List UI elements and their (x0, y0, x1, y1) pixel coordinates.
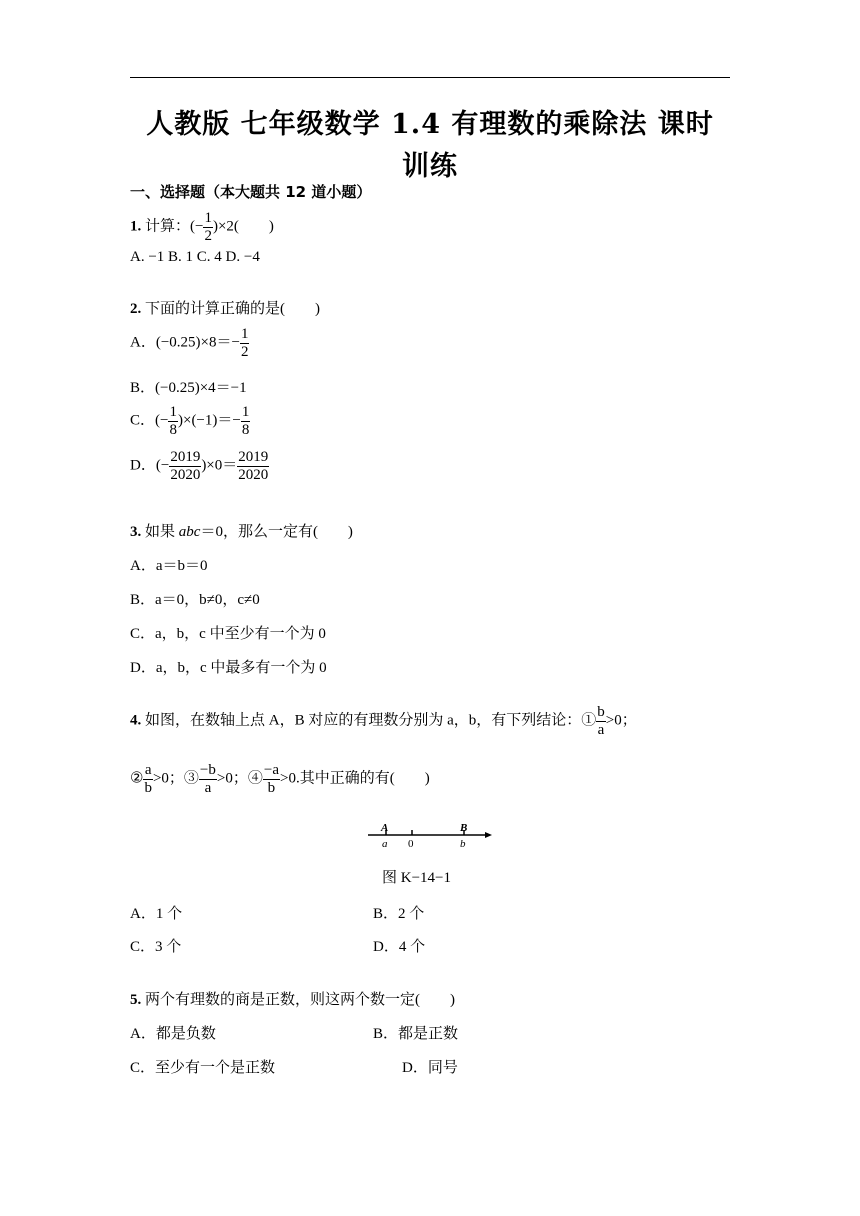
q4-fraction-4: $\frac{-a}{b}$ (263, 762, 279, 796)
q4-fraction-2: $\frac{a}{b}$ (144, 762, 152, 796)
question-1-options: A. −1 B. 1 C. 4 D. −4 (130, 249, 260, 265)
question-3-stem: 3. 如果 abc＝0，那么一定有( ) (130, 524, 353, 540)
q2a-fraction: $\frac{1}{2}$ (240, 326, 249, 360)
q5-option-c: C．至少有一个是正数 (130, 1060, 276, 1076)
section-heading: 一、选择题（本大题共 12 道小题） (130, 183, 372, 201)
q4-fraction-1: $\frac{b}{a}$ (597, 704, 605, 738)
q5-option-d: D．同号 (402, 1060, 458, 1076)
q2-option-b: B．(−0.25)×4＝−1 (130, 380, 247, 396)
number-line-figure (366, 822, 498, 852)
q4-fraction-3: $\frac{-b}{a}$ (199, 762, 216, 796)
question-number: 5. (130, 992, 142, 1008)
question-1-stem (130, 210, 274, 244)
q4-option-b: B．2 个 (373, 906, 425, 922)
question-5-stem: 5. 两个有理数的商是正数，则这两个数一定( ) (130, 992, 455, 1008)
title-line-1: 人教版 七年级数学 1.4 有理数的乘除法 课时 (146, 109, 714, 140)
title-line-2: 训练 (402, 151, 458, 182)
point-label-a: a (382, 838, 388, 850)
q2d-fraction-1: $\frac{2019}{2020}$ (170, 449, 201, 483)
question-2-stem (130, 297, 320, 318)
q2-option-c: C．(− $\frac{1}{8}$ )×(−1)＝− $\frac{1}{8}$ (130, 404, 250, 438)
question-number: 3. (130, 524, 142, 540)
question-4-stem-line2: ② $\frac{a}{b}$ >0；③ $\frac{-b}{a}$ >0；④ $\frac{-a}{b}$ >0.其中正确的有( ) (130, 762, 430, 796)
question-number: 2. (130, 301, 142, 317)
point-label-A: A (381, 822, 389, 834)
question-number: 1. (130, 218, 142, 235)
q2c-fraction-2: $\frac{1}{8}$ (241, 404, 250, 438)
point-label-B: B (460, 822, 468, 834)
q1-text: 计算：(− (145, 218, 204, 235)
figure-caption: 图 K−14−1 (382, 870, 452, 886)
q2-option-a: A．(−0.25)×8＝− $\frac{1}{2}$ (130, 326, 249, 360)
question-number: 4. (130, 712, 142, 729)
q4-option-c: C．3 个 (130, 939, 182, 955)
q5-option-a: A．都是负数 (130, 1026, 216, 1042)
q3-option-a: A．a＝b＝0 (130, 558, 208, 574)
document-title (110, 104, 750, 188)
point-label-zero: 0 (408, 838, 414, 850)
q4-option-d: D．4 个 (373, 939, 426, 955)
q3-option-b: B．a＝0，b≠0，c≠0 (130, 592, 260, 608)
q2c-fraction-1: $\frac{1}{8}$ (169, 404, 177, 438)
q4-option-a: A．1 个 (130, 906, 183, 922)
q2-option-d: D．(− $\frac{2019}{2020}$ )×0＝ $\frac{2019}{2020}$ (130, 449, 269, 483)
q3-option-c: C．a，b，c 中至少有一个为 0 (130, 626, 326, 642)
q1-text-end: )×2( ) (212, 218, 274, 235)
arrow-right-icon (485, 832, 492, 838)
q5-option-b: B．都是正数 (373, 1026, 459, 1042)
question-4-stem-line1: 4. 如图，在数轴上点 A，B 对应的有理数分别为 a，b，有下列结论：① $\frac{b}{a}$ >0； (130, 704, 637, 738)
q1-fraction: $\frac{1}{2}$ (204, 210, 212, 244)
header-rule (130, 77, 730, 78)
q2d-fraction-2: $\frac{2019}{2020}$ (238, 449, 269, 483)
q3-option-d: D．a，b，c 中最多有一个为 0 (130, 660, 327, 676)
q2-text: 下面的计算正确的是( ) (145, 301, 320, 317)
point-label-b: b (460, 838, 466, 850)
